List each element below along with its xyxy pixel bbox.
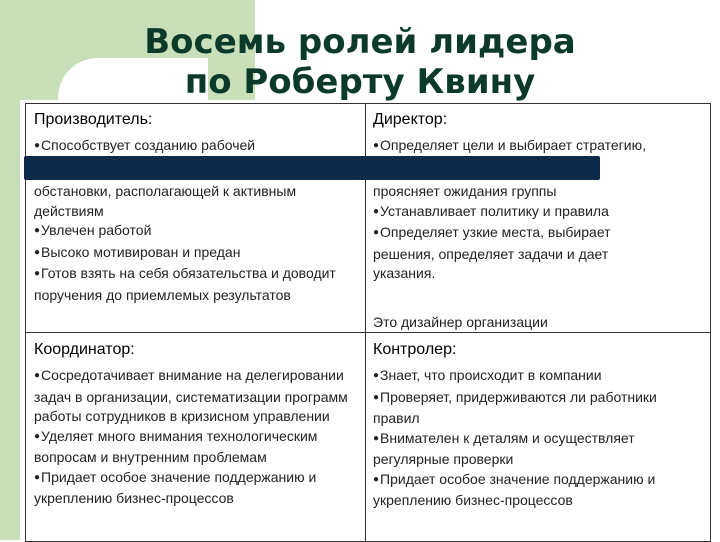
cell-director-header <box>373 110 703 158</box>
cell-controller <box>373 340 703 511</box>
row-divider <box>26 332 710 333</box>
director-bullet-1: ● Определяет цели и выбирает стратегию, <box>373 136 703 158</box>
cell-producer-body <box>34 182 352 305</box>
producer-bullet-1-cont: обстановки, располагающей к активным действиям <box>34 183 297 219</box>
slide-title <box>90 22 630 102</box>
coordinator-bullet-3: ● Придает особое значение поддержанию и укреплению бизнес-процессов <box>34 468 364 509</box>
highlight-bar <box>24 156 600 180</box>
coordinator-bullet-2: ● Уделяет много внимания технологическим вопросам и внутренним проблемам <box>34 427 364 468</box>
director-note: Это дизайнер организации <box>373 314 548 330</box>
director-bullet-1-cont: проясняет ожидания группы <box>373 183 557 199</box>
controller-heading: Контролер: <box>373 341 457 358</box>
cell-producer-header <box>34 110 356 158</box>
roles-table <box>25 103 711 542</box>
controller-bullet-1: ● Знает, что происходит в компании <box>373 366 703 388</box>
producer-bullet-1: ● Способствует созданию рабочей <box>34 136 356 158</box>
cell-director-body <box>373 182 673 284</box>
controller-bullet-4: ● Придает особое значение поддержанию и укреплению бизнес-процессов <box>373 470 703 511</box>
coordinator-heading: Координатор: <box>34 341 135 358</box>
producer-bullet-2: ● Увлечен работой <box>34 221 352 243</box>
decorative-green-strip <box>0 0 20 540</box>
director-bullet-2: ● Устанавливает политику и правила <box>373 202 673 224</box>
title-line-2: по Роберту Квину <box>184 62 536 102</box>
cell-coordinator <box>34 340 364 509</box>
title-line-1: Восемь ролей лидера <box>144 22 576 62</box>
controller-bullet-2: ● Проверяет, придерживаются ли работники правил <box>373 388 703 429</box>
director-heading: Директор: <box>373 111 448 128</box>
producer-heading: Производитель: <box>34 111 153 128</box>
director-bullet-3: ● Определяет узкие места, выбирает решения, определяет задачи и дает указания. <box>373 223 673 284</box>
producer-bullet-4: ● Готов взять на себя обязательства и доводит поручения до приемлемых результатов <box>34 264 352 305</box>
producer-bullet-3: ● Высоко мотивирован и предан <box>34 243 352 265</box>
coordinator-bullet-1: ● Сосредотачивает внимание на делегировании задач в организации, систематизации программ работы сотрудников в кризисном управлении <box>34 366 364 427</box>
controller-bullet-3: ● Внимателен к деталям и осуществляет регулярные проверки <box>373 429 703 470</box>
